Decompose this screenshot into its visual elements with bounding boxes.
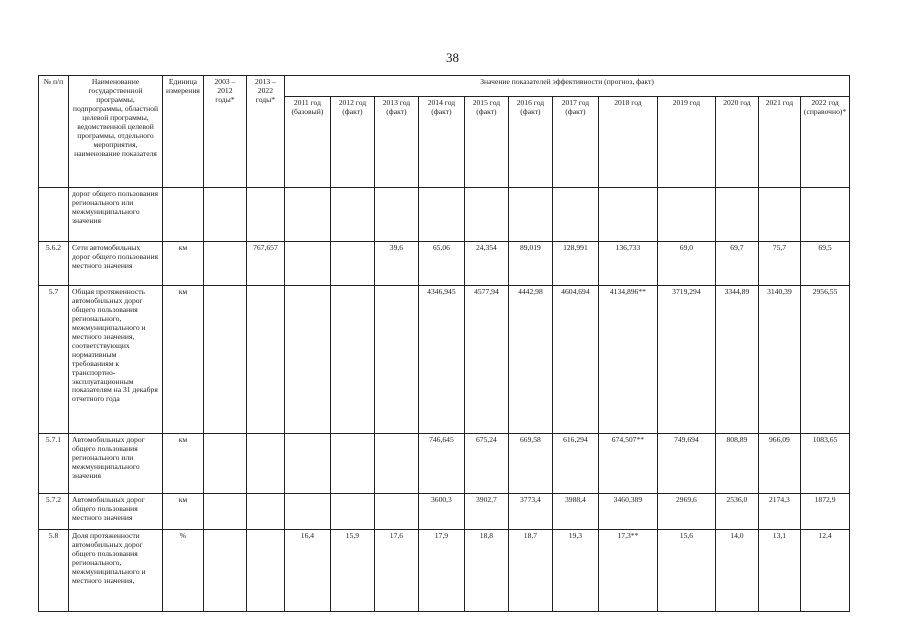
year-value [284,494,330,530]
year-value [330,286,374,434]
value-2013-2022 [246,188,284,242]
header-unit: Единица измерения [163,76,204,188]
year-value: 3140,39 [758,286,800,434]
year-value: 2956,55 [800,286,849,434]
efficiency-indicators-table [38,75,850,612]
year-value: 4442,98 [508,286,552,434]
year-value: 4134,896** [598,286,657,434]
value-2013-2022: 767,657 [246,242,284,286]
year-header: 2011 год (базовый) [284,97,330,188]
row-number [39,188,69,242]
year-value: 4577,94 [464,286,508,434]
value-2003-2012 [203,434,246,494]
table-row [39,434,850,494]
page-number: 38 [446,50,459,65]
year-value: 17,6 [374,530,418,612]
year-header: 2015 год (факт) [464,97,508,188]
year-value: 3773,4 [508,494,552,530]
year-value [598,188,657,242]
indicator-name: Сети автомобильных дорог общего пользования местного значения [69,242,163,286]
year-value [284,286,330,434]
year-header: 2013 год (факт) [374,97,418,188]
year-value: 675,24 [464,434,508,494]
year-header: 2020 год [715,97,758,188]
unit-cell: км [163,242,204,286]
unit-cell [163,188,204,242]
year-value: 14,0 [715,530,758,612]
header-2013-2022: 2013 – 2022 годы* [246,76,284,188]
year-value [758,188,800,242]
year-header: 2019 год [657,97,715,188]
year-value: 17,9 [418,530,464,612]
header-2003-2012: 2003 – 2012 годы* [203,76,246,188]
year-value [657,188,715,242]
year-value: 12,4 [800,530,849,612]
value-2013-2022 [246,530,284,612]
value-2003-2012 [203,286,246,434]
year-value [330,494,374,530]
value-2013-2022 [246,286,284,434]
unit-cell: % [163,530,204,612]
year-value [330,242,374,286]
year-value: 3600,3 [418,494,464,530]
year-value [374,286,418,434]
row-number: 5.7.1 [39,434,69,494]
year-value: 4604,694 [552,286,598,434]
year-value: 3902,7 [464,494,508,530]
year-header: 2021 год [758,97,800,188]
year-value: 2174,3 [758,494,800,530]
year-value: 13,1 [758,530,800,612]
year-value: 69,5 [800,242,849,286]
year-value [552,188,598,242]
year-value: 19,3 [552,530,598,612]
header-number: № п/п [39,76,69,188]
year-value: 128,991 [552,242,598,286]
table-row [39,242,850,286]
year-value: 17,3** [598,530,657,612]
year-value: 1083,65 [800,434,849,494]
year-value: 616,294 [552,434,598,494]
year-value [374,494,418,530]
value-2013-2022 [246,434,284,494]
year-value: 2969,6 [657,494,715,530]
header-name: Наименование государственной программы, подпрограммы, областной целевой программы, ведомственной целевой программы, отдельного мероприятия, наименование показателя [69,76,163,188]
year-value: 15,9 [330,530,374,612]
year-value: 2536,0 [715,494,758,530]
year-value [330,434,374,494]
year-header: 2014 год (факт) [418,97,464,188]
year-value: 24,354 [464,242,508,286]
row-number: 5.7 [39,286,69,434]
indicator-name: Автомобильных дорог общего пользования регионального или межмуниципального значения [69,434,163,494]
unit-cell: км [163,286,204,434]
year-value [284,188,330,242]
table-body [39,188,850,612]
year-header: 2018 год [598,97,657,188]
year-header: 2016 год (факт) [508,97,552,188]
indicator-name: дорог общего пользования регионального или межмуниципального значения [69,188,163,242]
year-value: 3719,294 [657,286,715,434]
table-row [39,188,850,242]
year-value [508,188,552,242]
indicator-name: Общая протяженность автомобильных дорог общего пользования регионального, межмуниципального и местного значения, соответствующих нормативным требованиям к транспортно-эксплуатационным показателям на 31 декабря отчетного года [69,286,163,434]
year-value [330,188,374,242]
year-value: 39,6 [374,242,418,286]
year-value: 69,7 [715,242,758,286]
year-value [374,188,418,242]
value-2003-2012 [203,494,246,530]
year-value: 16,4 [284,530,330,612]
year-value: 3344,89 [715,286,758,434]
year-value: 15,6 [657,530,715,612]
indicator-name: Автомобильных дорог общего пользования местного значения [69,494,163,530]
year-value [284,242,330,286]
year-value: 4346,945 [418,286,464,434]
year-value: 136,733 [598,242,657,286]
table-row [39,286,850,434]
row-number: 5.8 [39,530,69,612]
table-row [39,494,850,530]
year-value: 3460,389 [598,494,657,530]
year-value: 749,694 [657,434,715,494]
year-value [374,434,418,494]
year-value: 65,06 [418,242,464,286]
value-2013-2022 [246,494,284,530]
year-value: 18,8 [464,530,508,612]
year-header: 2017 год (факт) [552,97,598,188]
year-value [418,188,464,242]
year-value: 89,019 [508,242,552,286]
year-value [284,434,330,494]
year-value: 966,09 [758,434,800,494]
year-value: 3988,4 [552,494,598,530]
year-value: 1872,9 [800,494,849,530]
year-value: 75,7 [758,242,800,286]
year-value [715,188,758,242]
year-value: 674,507** [598,434,657,494]
header-values-group: Значение показателей эффективности (прогноз, факт) [284,76,849,97]
row-number: 5.6.2 [39,242,69,286]
year-header: 2012 год (факт) [330,97,374,188]
unit-cell: км [163,434,204,494]
indicator-name: Доля протяженности автомобильных дорог общего пользования регионального, межмуниципального и местного значения, [69,530,163,612]
table-row [39,530,850,612]
unit-cell: км [163,494,204,530]
value-2003-2012 [203,188,246,242]
row-number: 5.7.2 [39,494,69,530]
year-value: 746,645 [418,434,464,494]
value-2003-2012 [203,530,246,612]
year-header: 2022 год (справочно)* [800,97,849,188]
value-2003-2012 [203,242,246,286]
year-value: 808,89 [715,434,758,494]
year-value [800,188,849,242]
year-value: 69,0 [657,242,715,286]
year-value: 669,58 [508,434,552,494]
year-value [464,188,508,242]
year-value: 18,7 [508,530,552,612]
header-row [39,76,850,97]
